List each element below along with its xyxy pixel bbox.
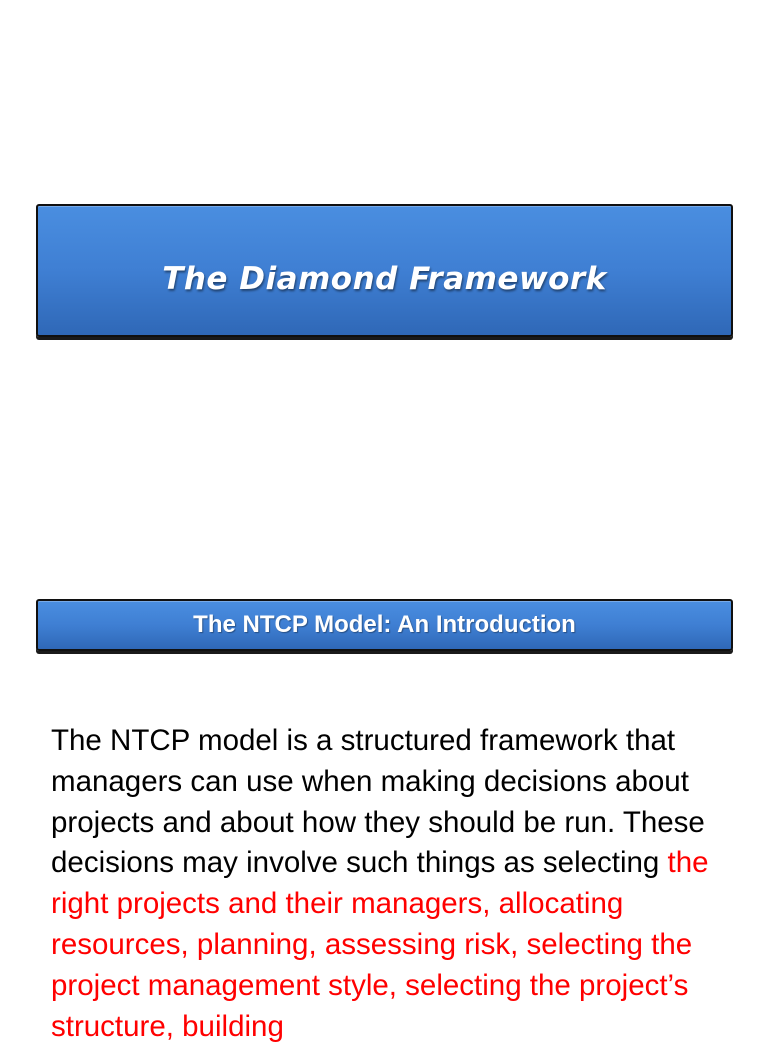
body-text-highlight: the right projects and their managers, allocating resources, planning, assessing risk, selecting the project management style, selecting the project’s structure, building [51,846,709,1043]
slide-ntcp-intro [0,576,768,1043]
section-header-banner [36,599,733,651]
title-banner [36,204,733,337]
slide-title-text: The Diamond Framework [162,260,607,297]
body-text-normal: The NTCP model is a structured framework that managers can use when making decisions about projects and about how they should be run. These decisions may involve such things as selecting [51,724,705,880]
section-header-text: The NTCP Model: An Introduction [193,611,576,638]
body-paragraph [51,721,741,1047]
